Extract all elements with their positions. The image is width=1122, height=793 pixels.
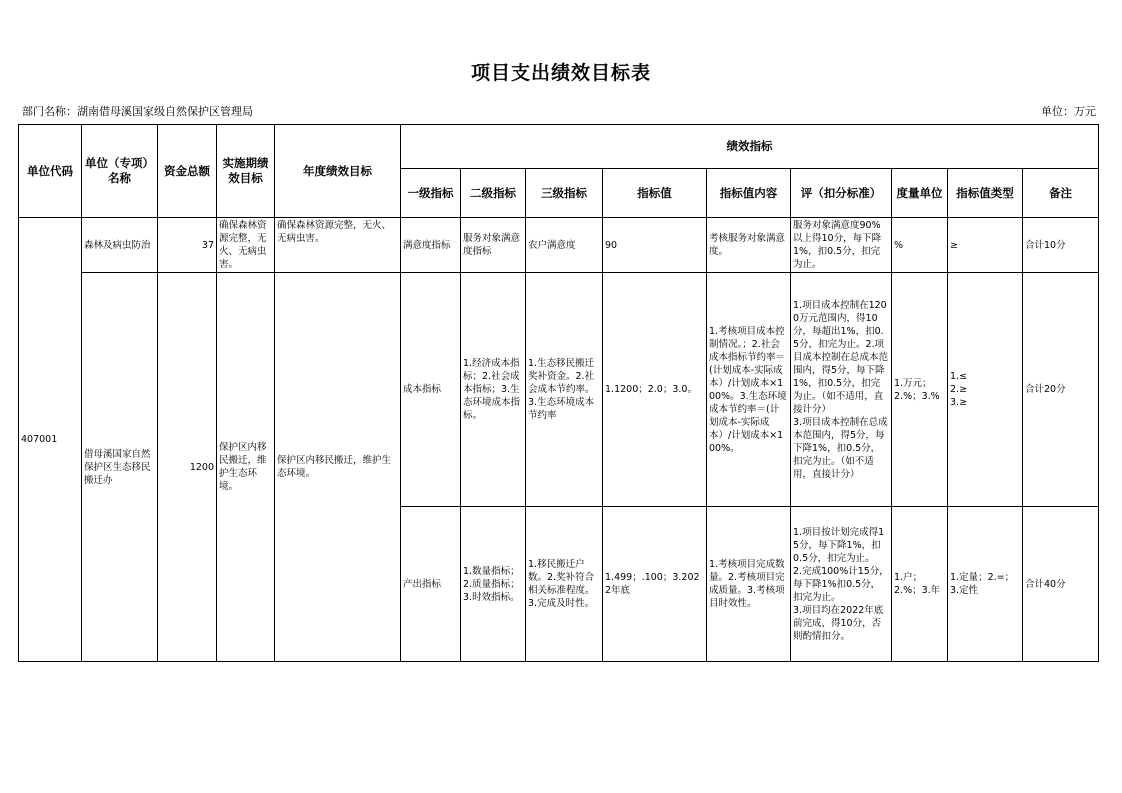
value-content-cell: 1.考核项目完成数量。2.考核项目完成质量。3.考核项目时效性。 bbox=[707, 507, 791, 662]
header-level3: 三级指标 bbox=[526, 169, 603, 218]
header-remark: 备注 bbox=[1023, 169, 1099, 218]
level3-cell: 1.生态移民搬迁奖补资金。2.社会成本节约率。3.生态环境成本节约率 bbox=[526, 273, 603, 507]
table-row bbox=[19, 273, 1099, 507]
value-cell: 90 bbox=[603, 218, 707, 273]
header-level2: 二级指标 bbox=[461, 169, 526, 218]
level1-cell: 满意度指标 bbox=[401, 218, 461, 273]
measure-unit-cell: % bbox=[892, 218, 948, 273]
scoring-cell: 1.项目成本控制在1200万元范围内，得10分，每超出1%，扣0.5分，扣完为止。2.项目成本控制在总成本范围内，得5分，每下降1%，扣0.5分，扣完为止。（如不适用，直接计分） 3.项目成本控制在总成本范围内，得5分，每下降1%，扣0.5分，扣完为止。（如不适用，直接计分） bbox=[791, 273, 892, 507]
value-content-cell: 考核服务对象满意度。 bbox=[707, 218, 791, 273]
value-type-cell: 1.≤ 2.≥ 3.≥ bbox=[948, 273, 1023, 507]
value-type-cell: 1.定量；2.=；3.定性 bbox=[948, 507, 1023, 662]
header-indicators: 绩效指标 bbox=[401, 125, 1099, 169]
scoring-cell: 服务对象满意度90%以上得10分，每下降1%，扣0.5分，扣完为止。 bbox=[791, 218, 892, 273]
level3-cell: 1.移民搬迁户数。2.奖补符合相关标准程度。3.完成及时性。 bbox=[526, 507, 603, 662]
value-cell: 1.1200；2.0；3.0。 bbox=[603, 273, 707, 507]
performance-target-table bbox=[18, 124, 1099, 662]
value-content-cell: 1.考核项目成本控制情况。；2.社会成本指标节约率＝(计划成本-实际成本）/计划成本×100%。3.生态环境成本节约率＝(计划成本-实际成本）/计划成本×100%。 bbox=[707, 273, 791, 507]
header-unit-code: 单位代码 bbox=[19, 125, 82, 218]
level2-cell: 1.数量指标；2.质量指标；3.时效指标。 bbox=[461, 507, 526, 662]
measure-unit-cell: 1.万元；2.%；3.% bbox=[892, 273, 948, 507]
total-funds-cell: 37 bbox=[158, 218, 217, 273]
project-name-cell: 森林及病虫防治 bbox=[82, 218, 158, 273]
currency-unit: 单位：万元 bbox=[1041, 105, 1096, 118]
header-value: 指标值 bbox=[603, 169, 707, 218]
project-name-cell: 借母溪国家自然保护区生态移民搬迁办 bbox=[82, 273, 158, 662]
value-cell: 1.499；.100；3.2022年底 bbox=[603, 507, 707, 662]
level2-cell: 1.经济成本指标；2.社会成本指标；3.生态环境成本指标。 bbox=[461, 273, 526, 507]
level1-cell: 成本指标 bbox=[401, 273, 461, 507]
header-measure-unit: 度量单位 bbox=[892, 169, 948, 218]
annual-goal-cell: 确保森林资源完整，无火、无病虫害。 bbox=[275, 218, 401, 273]
total-funds-cell: 1200 bbox=[158, 273, 217, 662]
header-period-goal: 实施期绩效目标 bbox=[217, 125, 275, 218]
annual-goal-cell: 保护区内移民搬迁，维护生态环境。 bbox=[275, 273, 401, 662]
department-name: 部门名称：湖南借母溪国家级自然保护区管理局 bbox=[22, 105, 253, 118]
measure-unit-cell: 1.户；2.%；3.年 bbox=[892, 507, 948, 662]
remark-cell: 合计10分 bbox=[1023, 218, 1099, 273]
header-project-name: 单位（专项）名称 bbox=[82, 125, 158, 218]
page-title: 项目支出绩效目标表 bbox=[470, 62, 651, 84]
period-goal-cell: 确保森林资源完整，无火、无病虫害。 bbox=[217, 218, 275, 273]
level3-cell: 农户满意度 bbox=[526, 218, 603, 273]
header-level1: 一级指标 bbox=[401, 169, 461, 218]
header-value-content: 指标值内容 bbox=[707, 169, 791, 218]
header-value-type: 指标值类型 bbox=[948, 169, 1023, 218]
remark-cell: 合计40分 bbox=[1023, 507, 1099, 662]
header-scoring: 评（扣分标准） bbox=[791, 169, 892, 218]
header-total-funds: 资金总额 bbox=[158, 125, 217, 218]
period-goal-cell: 保护区内移民搬迁，维护生态环境。 bbox=[217, 273, 275, 662]
level1-cell: 产出指标 bbox=[401, 507, 461, 662]
unit-code-cell: 407001 bbox=[19, 218, 82, 662]
remark-cell: 合计20分 bbox=[1023, 273, 1099, 507]
header-annual-goal: 年度绩效目标 bbox=[275, 125, 401, 218]
table-row bbox=[19, 218, 1099, 273]
value-type-cell: ≥ bbox=[948, 218, 1023, 273]
scoring-cell: 1.项目按计划完成得15分，每下降1%，扣0.5分，扣完为止。 2.完成100%计15分，每下降1%扣0.5分，扣完为止。 3.项目均在2022年底前完成，得10分，否则酌情扣分。 bbox=[791, 507, 892, 662]
level2-cell: 服务对象满意度指标 bbox=[461, 218, 526, 273]
